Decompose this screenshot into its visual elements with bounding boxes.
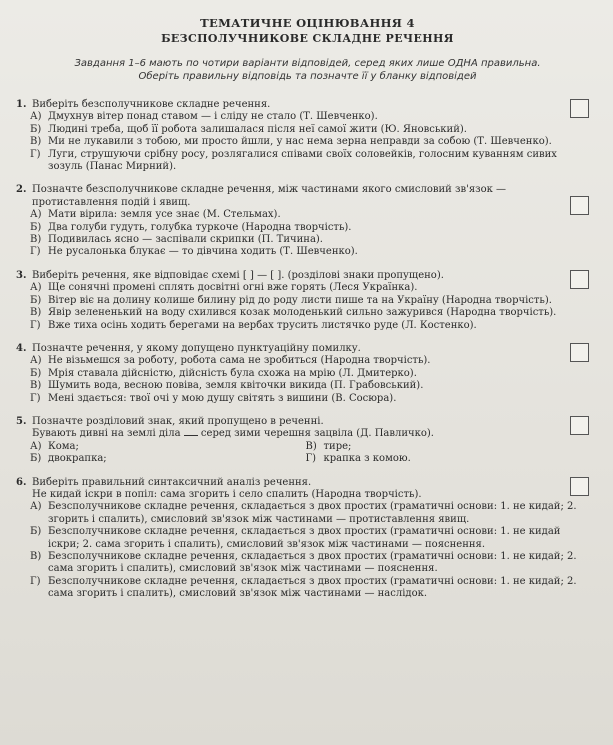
example-sentence xyxy=(16,428,599,440)
option-text: Мрія ставала дійсністю, дійсність була схожа на мрію (Л. Дмитерко). xyxy=(48,367,417,379)
options-list xyxy=(16,209,599,259)
option-text: Вже тиха осінь ходить берегами на вербах трусить листячко руде (Л. Костенко). xyxy=(48,319,477,331)
option-letter: Г) xyxy=(30,392,41,404)
option-letter: В) xyxy=(30,380,42,392)
option-v[interactable] xyxy=(305,440,600,453)
option-b[interactable] xyxy=(30,294,585,307)
option-text: Луги, струшуючи срібну росу, розлягалися співами своїх соловейків, голосним куванням сивих зозуль (Панас Мирний). xyxy=(48,148,557,173)
option-v[interactable] xyxy=(30,234,585,246)
option-b[interactable] xyxy=(30,123,585,136)
option-text: Подивилась ясно — заспівали скрипки (П. Тичина). xyxy=(48,234,323,246)
option-text: Ще сонячні промені сплять досвітні огні вже горять (Леся Українка). xyxy=(48,282,418,294)
answer-box-1[interactable] xyxy=(570,99,589,118)
options-column-right xyxy=(305,440,600,466)
question-6 xyxy=(16,477,599,601)
option-a[interactable] xyxy=(30,501,585,526)
instruction-line-2: Оберіть правильну відповідь та позначте її у бланку відповідей xyxy=(138,71,477,82)
option-text: Мені здається: твої очі у мою душу світять з вишини (В. Сосюра). xyxy=(48,392,397,404)
option-b[interactable] xyxy=(30,221,585,234)
option-a[interactable] xyxy=(30,209,585,221)
sentence-before: Бувають дивні на землі діла xyxy=(32,428,181,440)
option-text: Безсполучникове складне речення, складається з двох простих (граматичні основи: 1. не кидай іскри; 2. сама згорить і спалить), смисловий зв'язок між частинами — пояснення. xyxy=(48,526,561,550)
question-number: 4. xyxy=(16,342,27,354)
question-number: 2. xyxy=(16,184,27,196)
option-v[interactable] xyxy=(30,380,585,392)
option-v[interactable] xyxy=(30,551,585,576)
option-letter: В) xyxy=(30,234,42,246)
option-letter: А) xyxy=(30,440,42,452)
question-text: Позначте речення, у якому допущено пунктуаційну помилку. xyxy=(32,342,361,354)
option-a[interactable] xyxy=(30,282,585,294)
option-letter: Г) xyxy=(30,148,41,160)
option-text: тире; xyxy=(323,440,352,452)
option-text: Шумить вода, весною повіва, земля квіточки викида (П. Грабовський). xyxy=(48,380,424,392)
option-text: Мати вірила: земля усе знає (М. Стельмах). xyxy=(48,209,281,221)
question-4 xyxy=(16,343,599,405)
option-letter: В) xyxy=(305,440,317,452)
question-text: Виберіть безсполучникове складне речення. xyxy=(32,99,271,110)
blank-line xyxy=(184,435,198,436)
answer-box-3[interactable] xyxy=(570,270,589,289)
option-letter: А) xyxy=(30,209,42,221)
options-list xyxy=(16,501,599,600)
option-letter: В) xyxy=(30,307,42,319)
option-h[interactable] xyxy=(30,392,585,405)
option-h[interactable] xyxy=(30,319,585,332)
answer-box-6[interactable] xyxy=(570,477,589,496)
page-title: ТЕМАТИЧНЕ ОЦІНЮВАННЯ 4 xyxy=(200,16,415,30)
option-text: Вітер віє на долину колише билину рід до роду листи пише та на Україну (Народна творчість). xyxy=(48,294,552,306)
instructions xyxy=(16,57,599,83)
option-a[interactable] xyxy=(30,440,324,453)
options-list xyxy=(16,355,599,405)
sentence-after: серед зими черешня зацвіла (Д. Павличко). xyxy=(200,428,434,440)
option-text: Два голуби гудуть, голубка туркоче (Народна творчість). xyxy=(48,221,352,233)
question-number: 6. xyxy=(16,476,27,488)
option-letter: А) xyxy=(30,111,42,123)
option-a[interactable] xyxy=(30,111,585,123)
option-letter: Г) xyxy=(30,246,41,258)
option-letter: Б) xyxy=(30,123,42,135)
page-subtitle: БЕЗСПОЛУЧНИКОВЕ СКЛАДНЕ РЕЧЕННЯ xyxy=(161,32,454,45)
option-text: Не русалонька блукає — то дівчина ходить (Т. Шевченко). xyxy=(48,246,358,258)
options-list xyxy=(16,282,599,332)
option-text: двокрапка; xyxy=(48,453,107,465)
option-letter: Б) xyxy=(30,453,42,465)
question-5 xyxy=(16,416,599,466)
question-1 xyxy=(16,99,599,173)
option-letter: Б) xyxy=(30,294,42,306)
question-text: Виберіть правильний синтаксичний аналіз речення. xyxy=(32,476,312,488)
option-v[interactable] xyxy=(30,307,585,319)
question-text: Виберіть речення, яке відповідає схемі [ ] — [ ]. (розділові знаки пропущено). xyxy=(32,269,444,281)
question-text: Позначте розділовий знак, який пропущено в реченні. xyxy=(32,415,324,427)
option-text: Дмухнув вітер понад ставом — і сліду не стало (Т. Шевченко). xyxy=(48,111,378,123)
option-b[interactable] xyxy=(30,367,585,380)
option-text: Явір зелененький на воду схилився козак молоденький сильно зажурився (Народна творчість). xyxy=(48,307,557,319)
question-3 xyxy=(16,270,599,332)
option-letter: Г) xyxy=(30,319,41,331)
option-text: Безсполучникове складне речення, складається з двох простих (граматичні основи: 1. не кидай; 2. сама згорить і спалить), смисловий зв'язок між частинами — пояснення. xyxy=(48,551,577,575)
option-letter: В) xyxy=(30,136,42,148)
answer-box-2[interactable] xyxy=(570,196,589,215)
option-letter: Б) xyxy=(30,367,42,379)
option-letter: А) xyxy=(30,282,42,294)
option-letter: Г) xyxy=(305,453,317,465)
option-text: крапка з комою. xyxy=(323,453,411,465)
option-text: Не візьмешся за роботу, робота сама не зробиться (Народна творчість). xyxy=(48,355,431,367)
options-column-left xyxy=(30,440,324,466)
question-number: 5. xyxy=(16,415,27,427)
option-h[interactable] xyxy=(30,575,585,601)
question-number: 1. xyxy=(16,99,27,110)
option-letter: В) xyxy=(30,551,42,562)
instruction-line-1: Завдання 1–6 мають по чотири варіанти відповідей, серед яких лише ОДНА правильна. xyxy=(74,58,541,69)
option-letter: Б) xyxy=(30,526,42,538)
option-letter: Г) xyxy=(30,575,41,587)
option-text: Ми не лукавили з тобою, ми просто йшли, у нас нема зерна неправди за собою (Т. Шевченко). xyxy=(48,136,552,148)
option-letter: А) xyxy=(30,355,42,367)
question-2 xyxy=(16,184,599,258)
option-v[interactable] xyxy=(30,136,585,148)
option-letter: Б) xyxy=(30,221,42,233)
option-text: Кома; xyxy=(48,440,79,452)
option-a[interactable] xyxy=(30,355,585,367)
option-text: Безсполучникове складне речення, складається з двох простих (граматичні основи: 1. не кидай; 2. згорить і спалить), смисловий зв'язок між частинами — протиставлення явищ. xyxy=(48,501,577,525)
option-h[interactable] xyxy=(30,148,585,174)
option-h[interactable] xyxy=(305,453,600,465)
question-number: 3. xyxy=(16,269,27,281)
answer-box-4[interactable] xyxy=(570,343,589,362)
option-b[interactable] xyxy=(30,526,585,551)
answer-box-5[interactable] xyxy=(570,416,589,435)
options-list xyxy=(16,111,599,173)
option-text: Безсполучникове складне речення, складається з двох простих (граматичні основи: 1. не кидай; 2. сама згорить і спалить), смисловий зв'язок між частинами — наслідок. xyxy=(48,575,577,600)
option-text: Людині треба, щоб її робота залишалася після неї самої жити (Ю. Яновський). xyxy=(48,123,467,135)
question-text: Позначте безсполучникове складне речення, між частинами якого смисловий зв'язок — протиставлення подій і явищ. xyxy=(32,184,507,208)
options-grid xyxy=(16,441,599,466)
option-b[interactable] xyxy=(30,453,324,465)
option-letter: А) xyxy=(30,501,42,513)
example-sentence: Не кидай іскри в попіл: сама згорить і село спалить (Народна творчість). xyxy=(32,488,422,500)
option-h[interactable] xyxy=(30,246,585,258)
